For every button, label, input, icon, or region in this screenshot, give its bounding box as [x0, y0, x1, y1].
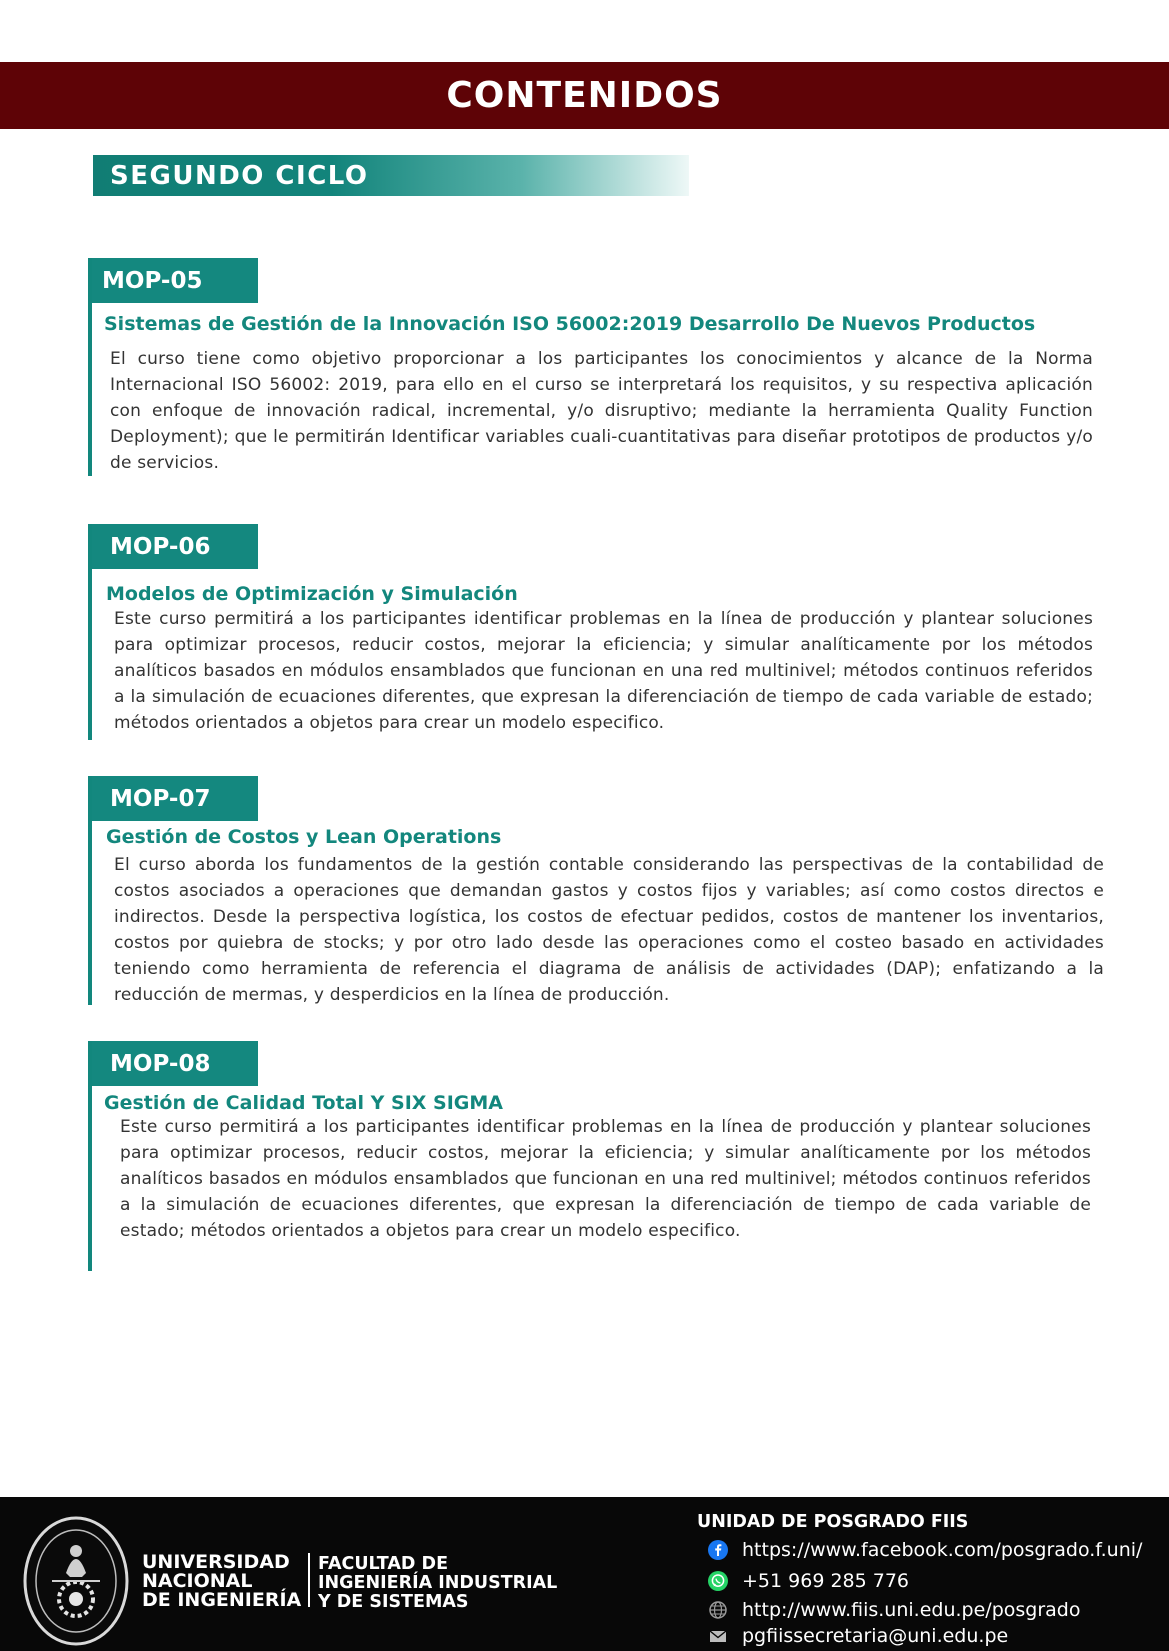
globe-icon	[708, 1600, 728, 1620]
course-title: Gestión de Costos y Lean Operations	[106, 826, 502, 848]
contact-title: UNIDAD DE POSGRADO FIIS	[697, 1512, 969, 1532]
faculty-name: FACULTAD DE INGENIERÍA INDUSTRIAL Y DE SISTEMAS	[318, 1554, 558, 1612]
footer-divider	[308, 1553, 310, 1607]
section-title: SEGUNDO CICLO	[110, 160, 369, 191]
footer	[0, 1497, 1169, 1651]
course-description: El curso aborda los fundamentos de la gestión contable considerando las perspectivas de la contabilidad de costos asociados a operaciones que demandan gastos y costos fijos y variables; así como costos directos e indirectos. Desde la perspectiva logística, los costos de efectuar pedidos, costos de mantener los inventarios, costos por quiebra de stocks; y por otro lado desde las operaciones como el costeo basado en actividades teniendo como herramienta de referencia el diagrama de análisis de actividades (DAP); enfatizando a la reducción de mermas, y desperdicios en la línea de producción.	[114, 855, 1104, 1005]
section-banner	[93, 155, 689, 196]
mail-icon	[708, 1626, 728, 1646]
university-seal-icon	[22, 1515, 130, 1647]
whatsapp-link[interactable]: +51 969 285 776	[708, 1570, 909, 1592]
facebook-link[interactable]: https://www.facebook.com/posgrado.f.uni/	[708, 1539, 1142, 1561]
course-description: El curso tiene como objetivo proporcionar a los participantes los conocimientos y alcance de la Norma Internacional ISO 56002: 2019, para ello en el curso se interpretará los requisitos, y su respectiva aplicación con enfoque de innovación radical, incremental, y/o disruptivo; mediante la herramienta Quality Function Deployment); que le permitirán Identificar variables cuali-cuantitativas para diseñar prototipos de productos y/o de servicios.	[110, 349, 1093, 473]
course-title: Sistemas de Gestión de la Innovación ISO 56002:2019 Desarrollo De Nuevos Productos	[104, 313, 1036, 335]
course-block	[88, 258, 1098, 476]
course-block	[88, 1041, 1098, 1271]
course-title: Modelos de Optimización y Simulación	[106, 583, 518, 605]
course-block	[88, 524, 1098, 740]
university-name: UNIVERSIDAD NACIONAL DE INGENIERÍA	[142, 1551, 302, 1611]
website-link[interactable]: http://www.fiis.uni.edu.pe/posgrado	[708, 1599, 1080, 1621]
page-title: CONTENIDOS	[446, 75, 723, 116]
course-code: MOP-06	[92, 524, 258, 569]
email-link[interactable]: pgfiissecretaria@uni.edu.pe	[708, 1625, 1008, 1647]
course-description: Este curso permitirá a los participantes identificar problemas en la línea de producción y plantear soluciones para optimizar procesos, reducir costos, mejorar la eficiencia; y simular analíticamente por los métodos analíticos basados en módulos ensamblados que funcionan en una red multinivel; métodos continuos referidos a la simulación de ecuaciones diferentes, que expresan la diferenciación de tiempo de cada variable de estado; métodos orientados a objetos para crear un modelo especifico.	[114, 609, 1093, 733]
course-block	[88, 776, 1104, 1005]
course-description: Este curso permitirá a los participantes identificar problemas en la línea de producción y plantear soluciones para optimizar procesos, reducir costos, mejorar la eficiencia; y simular analíticamente por los métodos analíticos basados en módulos ensamblados que funcionan en una red multinivel; métodos continuos referidos a la simulación de ecuaciones diferentes, que expresan la diferenciación de tiempo de cada variable de estado; métodos orientados a objetos para crear un modelo especifico.	[120, 1117, 1091, 1241]
facebook-icon	[708, 1540, 728, 1560]
course-code: MOP-07	[92, 776, 258, 821]
course-code: MOP-05	[92, 258, 258, 303]
whatsapp-icon	[708, 1571, 728, 1591]
course-code: MOP-08	[92, 1041, 258, 1086]
header-banner	[0, 62, 1169, 129]
course-title: Gestión de Calidad Total Y SIX SIGMA	[104, 1092, 503, 1114]
